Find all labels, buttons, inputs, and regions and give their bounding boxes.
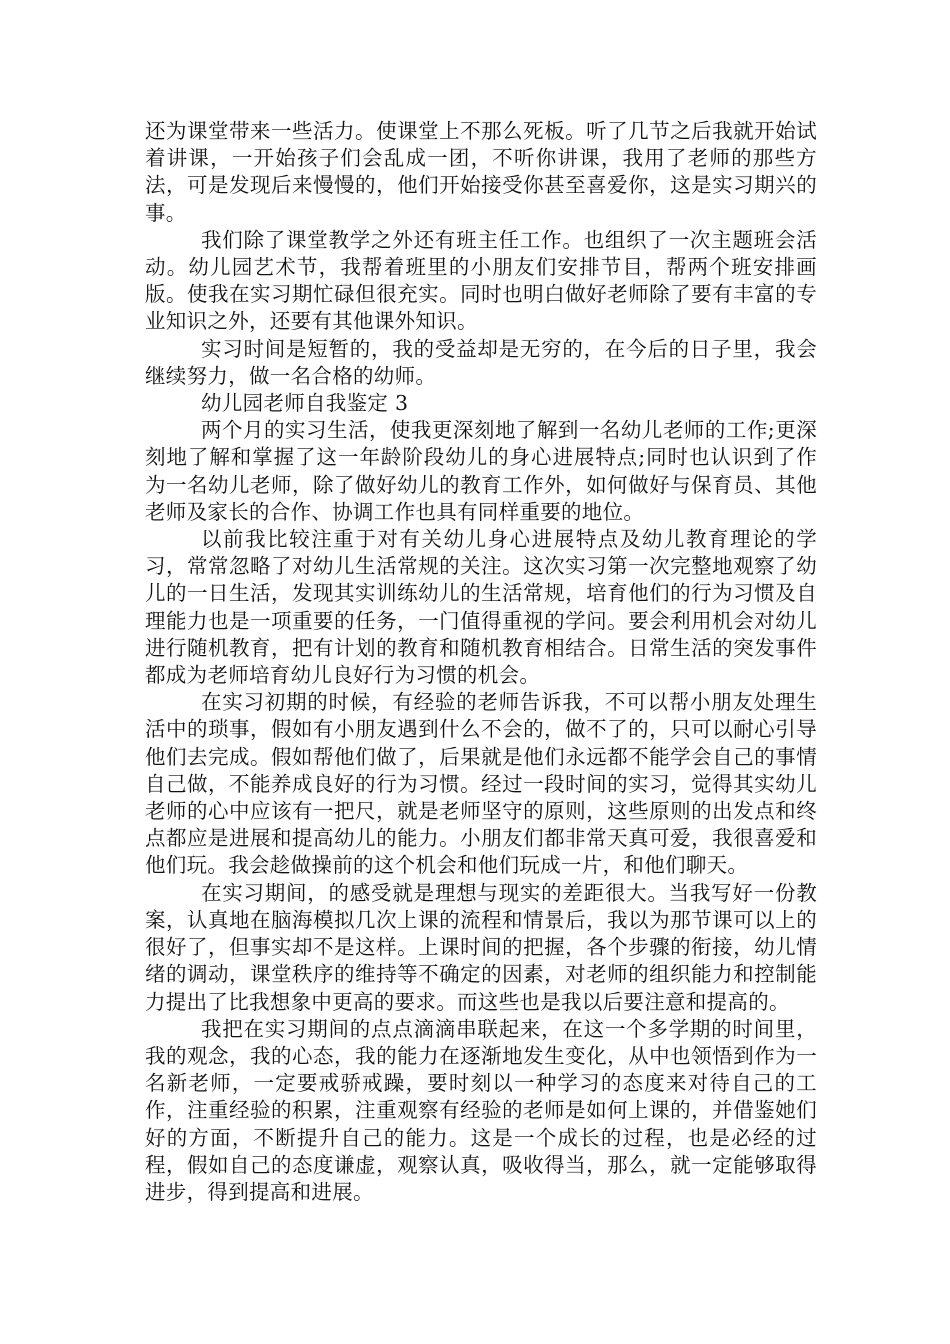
section-heading: 幼儿园老师自我鉴定 3	[201, 391, 409, 416]
document-page	[145, 118, 817, 1206]
paragraph-4: 两个月的实习生活，使我更深刻地了解到一名幼儿老师的工作;更深刻地了解和掌握了这一年龄阶段幼儿的身心进展特点;同时也认识到了作为一名幼儿老师，除了做好幼儿的教育工作外，如何做好与保育员、其他老师及家长的合作、协调工作也具有同样重要的地位。	[145, 418, 817, 524]
paragraph-8: 我把在实习期间的点点滴滴串联起来，在这一个多学期的时间里，我的观念，我的心态，我的能力在逐渐地发生变化，从中也领悟到作为一名新老师，一定要戒骄戒躁，要时刻以一种学习的态度来对待自己的工作，注重经验的积累，注重观察有经验的老师是如何上课的，并借鉴她们好的方面，不断提升自己的能力。这是一个成长的过程，也是必经的过程，假如自己的态度谦虚，观察认真，吸收得当，那么，就一定能够取得进步，得到提高和进展。	[145, 1016, 817, 1204]
paragraph-5: 以前我比较注重于对有关幼儿身心进展特点及幼儿教育理论的学习，常常忽略了对幼儿生活常规的关注。这次实习第一次完整地观察了幼儿的一日生活，发现其实训练幼儿的生活常规，培育他们的行为习惯及自理能力也是一项重要的任务，一门值得重视的学问。要会利用机会对幼儿进行随机教育，把有计划的教育和随机教育相结合。日常生活的突发事件都成为老师培育幼儿良好行为习惯的机会。	[145, 527, 817, 688]
paragraph-1: 还为课堂带来一些活力。使课堂上不那么死板。听了几节之后我就开始试着讲课，一开始孩子们会乱成一团，不听你讲课，我用了老师的那些方法，可是发现后来慢慢的，他们开始接受你甚至喜爱你，这是实习期兴的事。	[145, 119, 817, 225]
paragraph-3: 实习时间是短暂的，我的受益却是无穷的，在今后的日子里，我会继续努力，做一名合格的幼师。	[145, 336, 817, 388]
paragraph-2: 我们除了课堂教学之外还有班主任工作。也组织了一次主题班会活动。幼儿园艺术节，我帮着班里的小朋友们安排节目，帮两个班安排画版。使我在实习期忙碌但很充实。同时也明白做好老师除了要有丰富的专业知识之外，还要有其他课外知识。	[145, 227, 817, 334]
paragraph-6: 在实习初期的时候，有经验的老师告诉我，不可以帮小朋友处理生活中的琐事，假如有小朋友遇到什么不会的，做不了的，只可以耐心引导他们去完成。假如帮他们做了，后果就是他们永远都不能学会自己的事情自己做，不能养成良好的行为习惯。经过一段时间的实习，觉得其实幼儿老师的心中应该有一把尺，就是老师坚守的原则，这些原则的出发点和终点都应是进展和提高幼儿的能力。小朋友们都非常天真可爱，我很喜爱和他们玩。我会趁做操前的这个机会和他们玩成一片，和他们聊天。	[145, 690, 817, 878]
paragraph-7: 在实习期间，的感受就是理想与现实的差距很大。当我写好一份教案，认真地在脑海模拟几次上课的流程和情景后，我以为那节课可以上的很好了，但事实却不是这样。上课时间的把握，各个步骤的衔接，幼儿情绪的调动，课堂秩序的维持等不确定的因素，对老师的组织能力和控制能力提出了比我想象中更高的要求。而这些也是我以后要注意和提高的。	[145, 880, 817, 1014]
